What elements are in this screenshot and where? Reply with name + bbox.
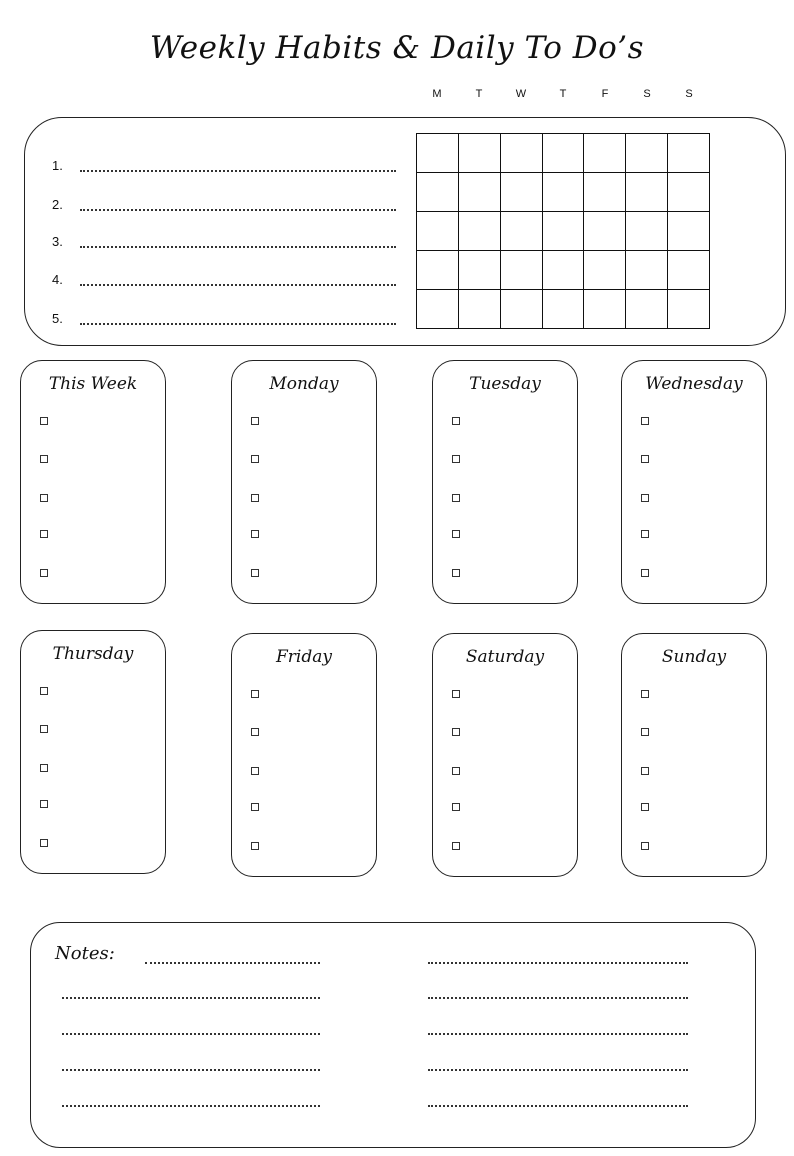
todo-checkbox[interactable] [452,803,460,811]
habit-grid-cell[interactable] [500,290,542,329]
habit-dotted-line [80,170,396,172]
card-tuesday [432,360,578,604]
habit-grid-cell[interactable] [542,173,584,212]
todo-checkbox[interactable] [40,839,48,847]
note-line[interactable] [62,1069,320,1071]
habit-grid-row [417,251,710,290]
card-title: Thursday [52,644,134,664]
habit-grid-cell[interactable] [668,251,710,290]
note-line[interactable] [62,997,320,999]
habit-grid-cell[interactable] [584,290,626,329]
habit-line-5[interactable] [52,311,396,329]
habit-grid-cell[interactable] [542,134,584,173]
habit-number: 1. [52,158,63,173]
habit-grid-cell[interactable] [458,173,500,212]
todo-checkbox[interactable] [452,455,460,463]
todo-checkbox[interactable] [452,690,460,698]
habit-grid-cell[interactable] [584,134,626,173]
habit-grid-cell[interactable] [542,212,584,251]
todo-checkbox[interactable] [251,842,259,850]
todo-checkbox[interactable] [251,569,259,577]
habit-grid-cell[interactable] [626,290,668,329]
habit-grid-cell[interactable] [626,173,668,212]
habit-grid [416,133,710,329]
habit-grid-cell[interactable] [542,251,584,290]
todo-checkbox[interactable] [641,767,649,775]
habit-dotted-line [80,246,396,248]
note-line[interactable] [62,1105,320,1107]
habit-grid-cell[interactable] [417,212,459,251]
habit-number: 3. [52,234,63,249]
card-title: Saturday [465,647,545,667]
todo-checkbox[interactable] [251,494,259,502]
todo-checkbox[interactable] [641,417,649,425]
habit-grid-cell[interactable] [668,134,710,173]
page-title: Weekly Habits & Daily To Do’s [149,30,645,66]
habit-grid-cell[interactable] [542,290,584,329]
card-title: Wednesday [645,374,743,394]
todo-checkbox[interactable] [251,767,259,775]
habit-line-1[interactable] [52,158,396,176]
todo-checkbox[interactable] [40,725,48,733]
habit-grid-cell[interactable] [626,212,668,251]
note-line[interactable] [428,997,688,999]
card-title: This Week [48,374,138,394]
habit-grid-cell[interactable] [500,134,542,173]
habit-grid-cell[interactable] [458,251,500,290]
weekday-letter-sun: S [685,88,693,100]
habit-grid-cell[interactable] [417,134,459,173]
habit-grid-cell[interactable] [584,212,626,251]
habit-number: 2. [52,197,63,212]
card-sunday [621,633,767,877]
weekday-letter-fri: F [601,88,609,100]
habit-number: 4. [52,272,63,287]
todo-checkbox[interactable] [251,455,259,463]
todo-checkbox[interactable] [40,800,48,808]
card-saturday [432,633,578,877]
todo-checkbox[interactable] [641,530,649,538]
habit-grid-cell[interactable] [417,251,459,290]
todo-checkbox[interactable] [251,417,259,425]
todo-checkbox[interactable] [641,803,649,811]
todo-checkbox[interactable] [40,455,48,463]
todo-checkbox[interactable] [251,690,259,698]
weekday-letter-tue: T [475,88,483,100]
habit-grid-cell[interactable] [458,134,500,173]
todo-checkbox[interactable] [641,455,649,463]
todo-checkbox[interactable] [40,569,48,577]
habit-grid-cell[interactable] [458,212,500,251]
todo-checkbox[interactable] [40,417,48,425]
todo-checkbox[interactable] [251,728,259,736]
todo-checkbox[interactable] [641,494,649,502]
todo-checkbox[interactable] [452,417,460,425]
note-line[interactable] [62,1033,320,1035]
todo-checkbox[interactable] [452,530,460,538]
habit-grid-cell[interactable] [500,251,542,290]
habit-dotted-line [80,209,396,211]
card-wednesday [621,360,767,604]
note-line[interactable] [145,962,320,964]
habit-grid-cell[interactable] [500,173,542,212]
habit-line-4[interactable] [52,272,396,290]
todo-checkbox[interactable] [452,767,460,775]
habit-grid-cell[interactable] [668,212,710,251]
habit-grid-cell[interactable] [668,173,710,212]
habit-grid-cell[interactable] [417,173,459,212]
habit-grid-cell[interactable] [626,251,668,290]
todo-checkbox[interactable] [641,842,649,850]
todo-checkbox[interactable] [452,569,460,577]
habit-grid-cell[interactable] [668,290,710,329]
todo-checkbox[interactable] [452,728,460,736]
habit-grid-row [417,212,710,251]
todo-checkbox[interactable] [40,494,48,502]
weekday-letter-wed: W [515,88,527,100]
habit-dotted-line [80,284,396,286]
habit-grid-row [417,290,710,329]
weekday-letter-sat: S [643,88,651,100]
todo-checkbox[interactable] [40,530,48,538]
todo-checkbox[interactable] [641,728,649,736]
habit-line-3[interactable] [52,234,396,252]
note-line[interactable] [428,1105,688,1107]
notes-panel [30,922,756,1148]
notes-label: Notes: [55,943,115,964]
todo-checkbox[interactable] [40,764,48,772]
habit-grid-cell[interactable] [500,212,542,251]
habit-grid-cell[interactable] [458,290,500,329]
weekday-letter-thu: T [559,88,567,100]
card-title: Friday [276,647,332,667]
note-line[interactable] [428,962,688,964]
card-monday [231,360,377,604]
card-title: Monday [269,374,339,394]
habit-grid-row [417,134,710,173]
habit-grid-cell[interactable] [584,173,626,212]
card-this-week [20,360,166,604]
habit-grid-cell[interactable] [626,134,668,173]
habit-line-2[interactable] [52,197,396,215]
card-thursday [20,630,166,874]
habit-grid-cell[interactable] [417,290,459,329]
todo-checkbox[interactable] [251,530,259,538]
todo-checkbox[interactable] [452,494,460,502]
todo-checkbox[interactable] [452,842,460,850]
todo-checkbox[interactable] [641,690,649,698]
habit-grid-cell[interactable] [584,251,626,290]
note-line[interactable] [428,1069,688,1071]
habit-grid-row [417,173,710,212]
habit-dotted-line [80,323,396,325]
habit-number: 5. [52,311,63,326]
todo-checkbox[interactable] [641,569,649,577]
card-title: Tuesday [469,374,541,394]
weekday-letter-mon: M [432,88,442,100]
card-friday [231,633,377,877]
todo-checkbox[interactable] [40,687,48,695]
todo-checkbox[interactable] [251,803,259,811]
card-title: Sunday [661,647,727,667]
note-line[interactable] [428,1033,688,1035]
